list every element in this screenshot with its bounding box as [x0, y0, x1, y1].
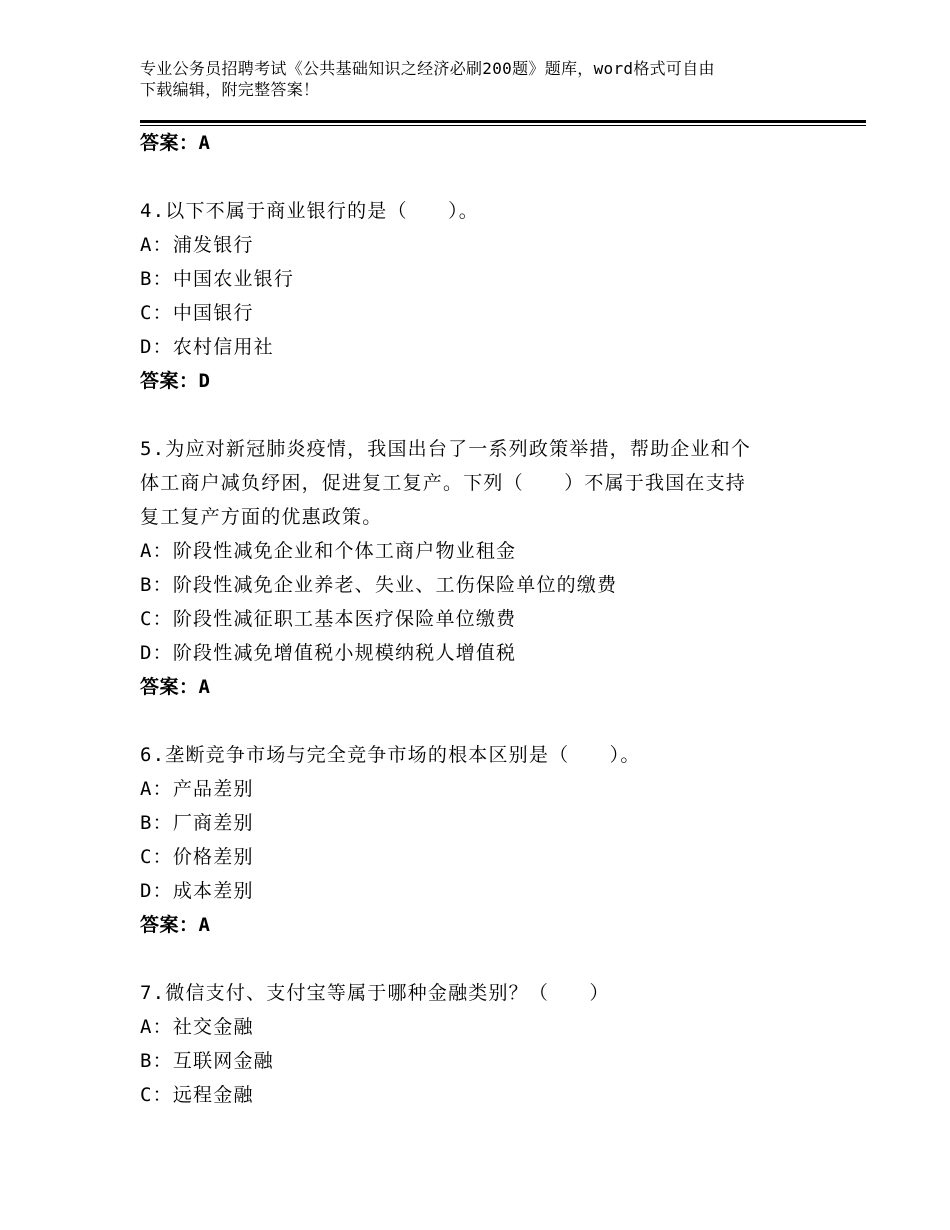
question-stem: 7.微信支付、支付宝等属于哪种金融类别？（ ） — [140, 982, 610, 1004]
question-stem-line-2: 体工商户减负纾困，促进复工复产。下列（ ）不属于我国在支持 — [140, 472, 747, 494]
option-c: C：中国银行 — [140, 302, 254, 324]
question-list — [140, 126, 840, 1112]
option-b: B：互联网金融 — [140, 1050, 274, 1072]
page-header — [140, 58, 840, 100]
option-c: C：阶段性减征职工基本医疗保险单位缴费 — [140, 608, 517, 630]
question-7 — [140, 976, 840, 1112]
previous-answer: 答案：A — [140, 132, 211, 154]
option-c: C：远程金融 — [140, 1084, 254, 1106]
option-a: A：社交金融 — [140, 1016, 254, 1038]
option-b: B：中国农业银行 — [140, 268, 295, 290]
option-d: D：农村信用社 — [140, 336, 274, 358]
answer: 答案：D — [140, 370, 211, 392]
option-a: A：浦发银行 — [140, 234, 254, 256]
option-d: D：阶段性减免增值税小规模纳税人增值税 — [140, 642, 517, 664]
spacer — [140, 942, 840, 976]
question-4 — [140, 194, 840, 398]
header-line-2: 下载编辑，附完整答案！ — [140, 80, 320, 99]
question-6 — [140, 738, 840, 942]
header-rule-thick — [140, 120, 866, 123]
question-stem: 6.垄断竞争市场与完全竞争市场的根本区别是（ ）。 — [140, 744, 641, 766]
answer: 答案：A — [140, 914, 211, 936]
question-5 — [140, 432, 840, 704]
question-stem-line-1: 5.为应对新冠肺炎疫情，我国出台了一系列政策举措，帮助企业和个 — [140, 438, 752, 460]
option-a: A：阶段性减免企业和个体工商户物业租金 — [140, 540, 517, 562]
option-d: D：成本差别 — [140, 880, 254, 902]
header-line-1: 专业公务员招聘考试《公共基础知识之经济必刷200题》题库，word格式可自由 — [140, 59, 715, 78]
spacer — [140, 704, 840, 738]
option-b: B：阶段性减免企业养老、失业、工伤保险单位的缴费 — [140, 574, 618, 596]
answer: 答案：A — [140, 676, 211, 698]
question-stem-line-3: 复工复产方面的优惠政策。 — [140, 506, 383, 528]
question-stem: 4.以下不属于商业银行的是（ ）。 — [140, 200, 479, 222]
option-b: B：厂商差别 — [140, 812, 254, 834]
spacer — [140, 398, 840, 432]
option-a: A：产品差别 — [140, 778, 254, 800]
option-c: C：价格差别 — [140, 846, 254, 868]
spacer — [140, 160, 840, 194]
